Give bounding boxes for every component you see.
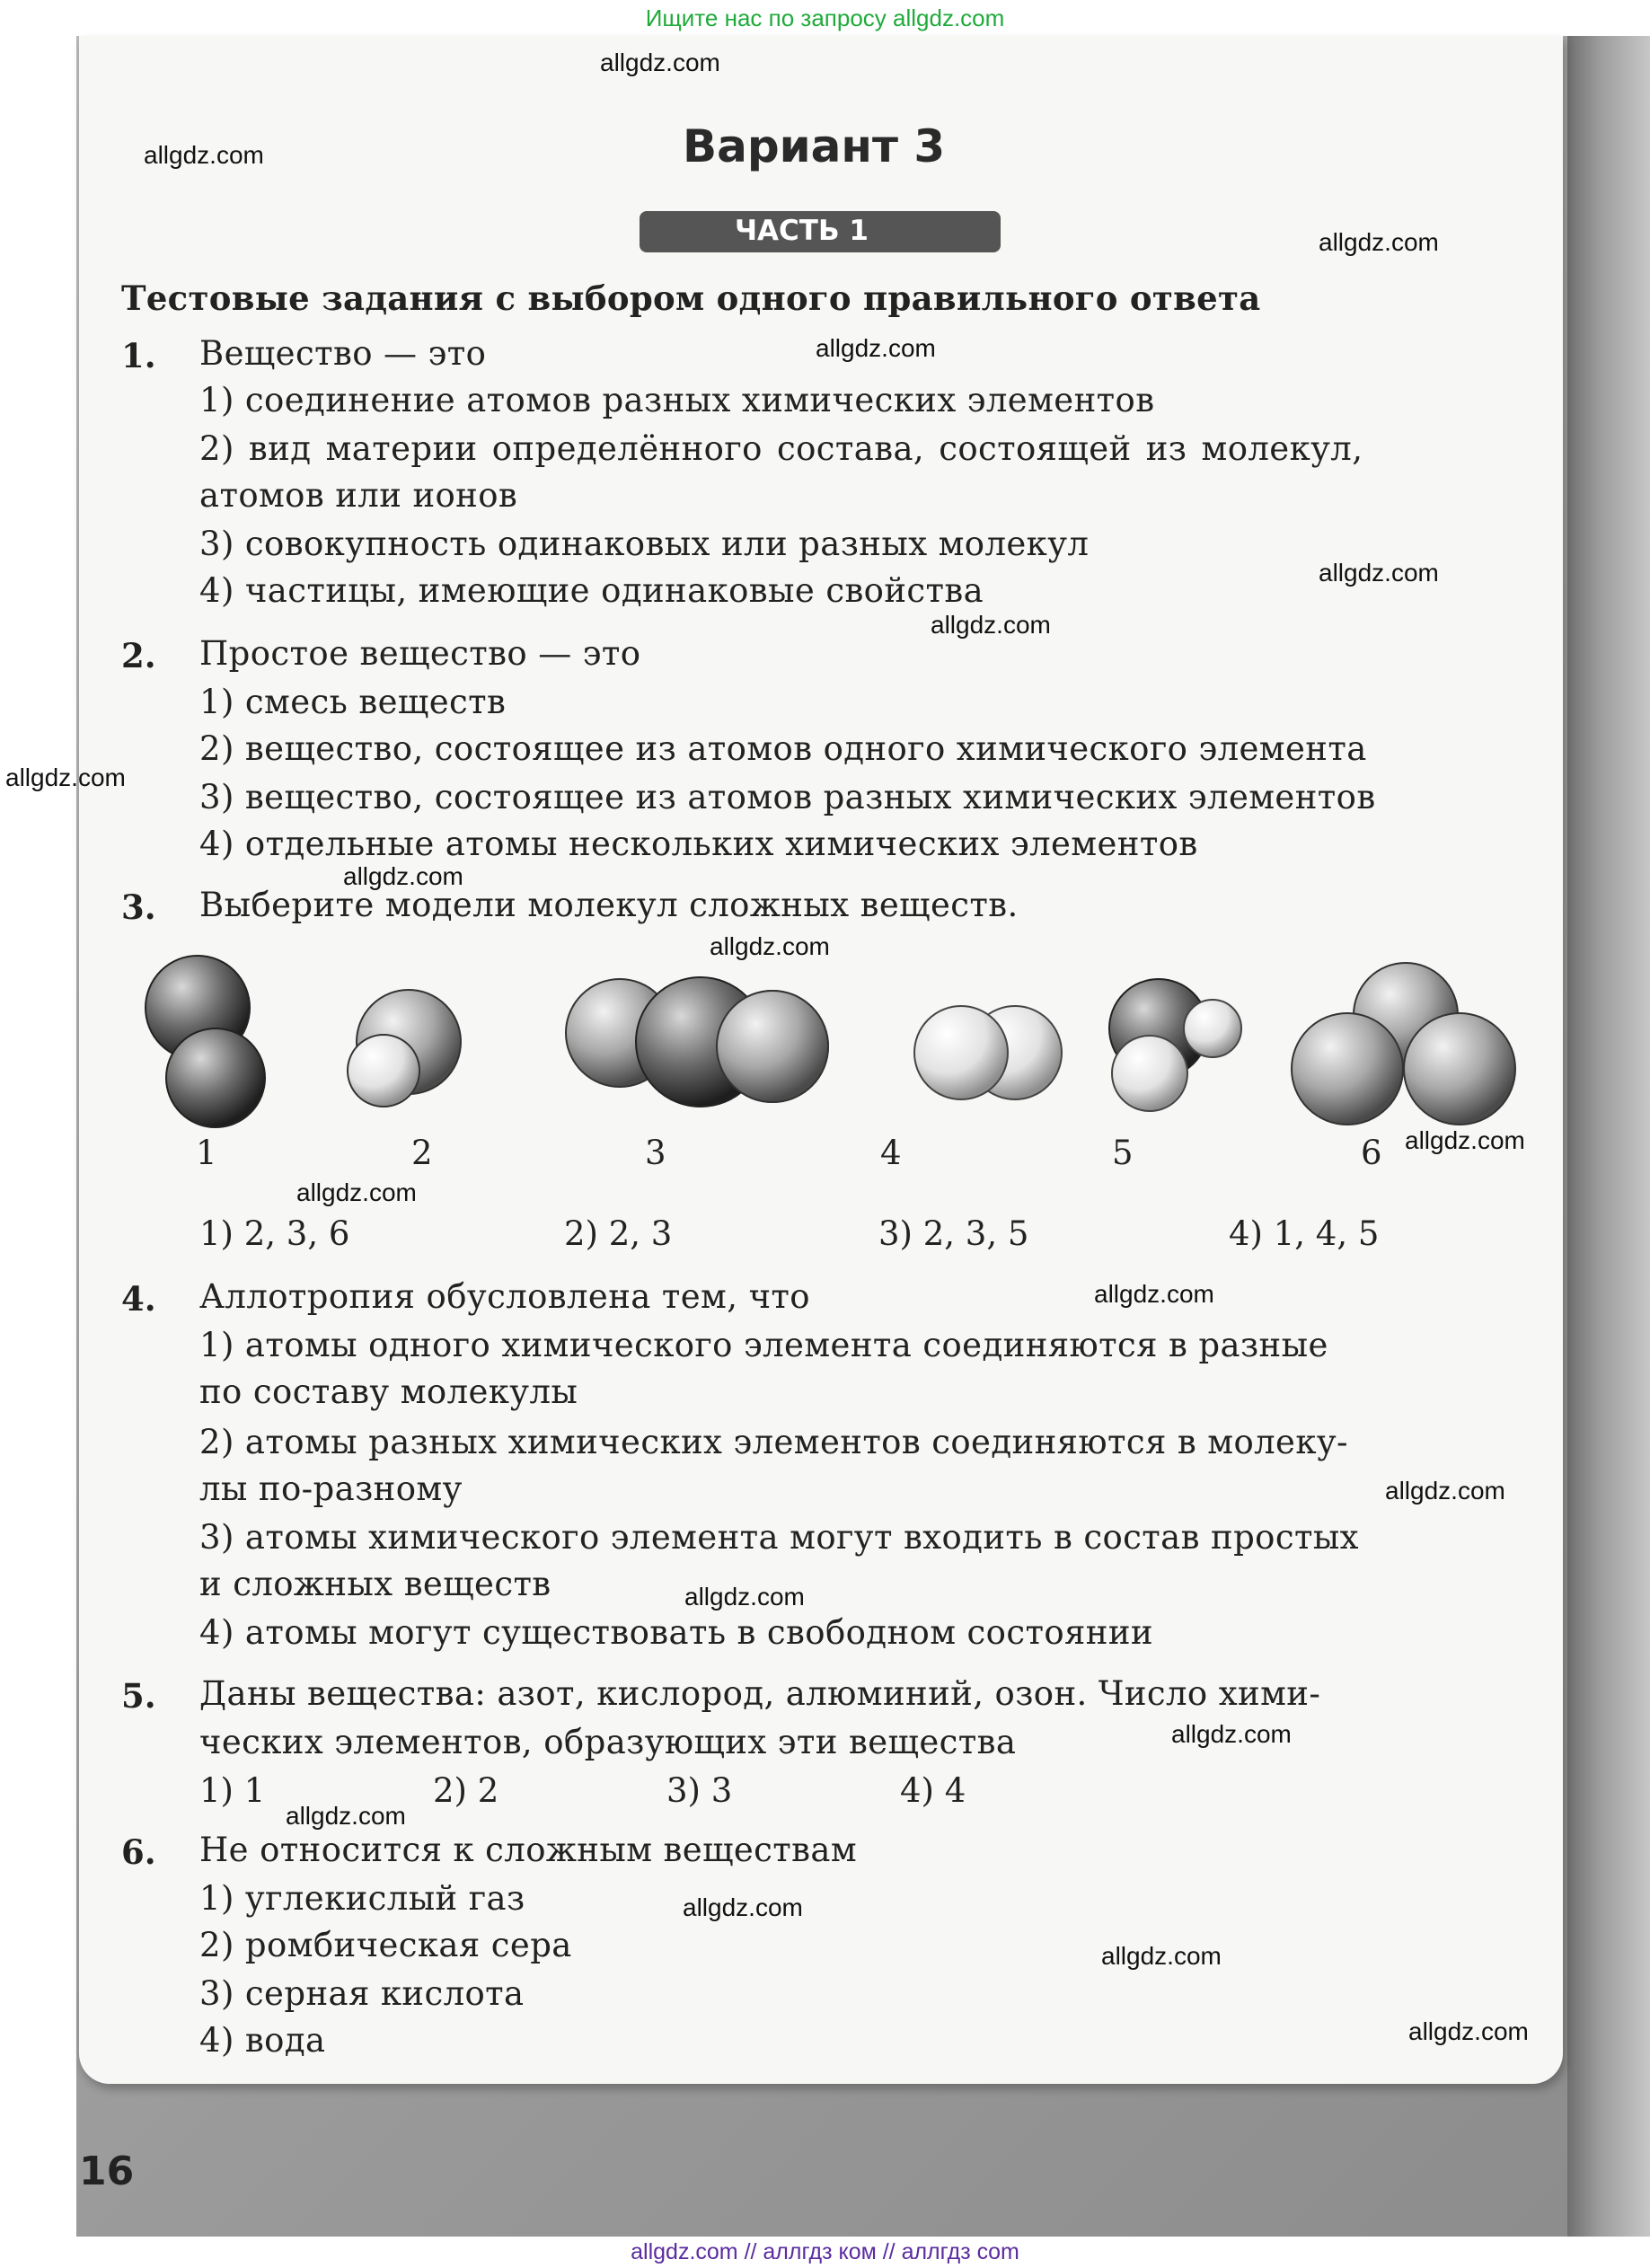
page-edge [1567, 36, 1650, 2237]
option: 4) атомы могут существовать в свободном состоянии [199, 1613, 1153, 1652]
watermark: allgdz.com [1094, 1280, 1214, 1308]
question-text: Не относится к сложным веществам [199, 1831, 858, 1869]
question-number: 2. [121, 636, 156, 675]
molecule-3 [566, 977, 828, 1107]
option: 2) вид материи определённого состава, состоящей из молекул, [199, 429, 1363, 468]
option: 3) атомы химического элемента могут входить в состав простых [199, 1518, 1359, 1557]
watermark: allgdz.com [343, 862, 463, 890]
watermark: allgdz.com [286, 1802, 406, 1830]
part-label: ЧАСТЬ 1 [735, 215, 869, 247]
section-title: Тестовые задания с выбором одного правильного ответа [121, 278, 1261, 318]
watermark: allgdz.com [5, 763, 126, 791]
option: 3) 2, 3, 5 [878, 1214, 1029, 1253]
question-text: Аллотропия обусловлена тем, что [199, 1277, 810, 1316]
option: 4) частицы, имеющие одинаковые свойства [199, 571, 984, 610]
option: 3) 3 [666, 1771, 733, 1810]
option: 4) отдельные атомы нескольких химических элементов [199, 825, 1198, 863]
molecule-label: 4 [880, 1134, 902, 1172]
molecule-2 [348, 990, 461, 1107]
option: 3) серная кислота [199, 1974, 525, 2013]
option: 4) 1, 4, 5 [1229, 1214, 1380, 1253]
option: 1) углекислый газ [199, 1879, 525, 1918]
question-number: 6. [121, 1832, 156, 1872]
molecule-label: 5 [1112, 1134, 1134, 1172]
option: 3) вещество, состоящее из атомов разных химических элементов [199, 778, 1376, 816]
watermark: allgdz.com [600, 49, 720, 76]
question-number: 4. [121, 1279, 156, 1319]
question-number: 3. [121, 887, 156, 927]
molecule-4 [914, 1006, 1062, 1099]
watermark: allgdz.com [1319, 559, 1439, 587]
molecule-models [108, 952, 1545, 1150]
top-banner[interactable]: Ищите нас по запросу allgdz.com [645, 4, 1005, 31]
watermark: allgdz.com [1408, 2017, 1529, 2045]
watermark: allgdz.com [1101, 1942, 1222, 1970]
option: 3) совокупность одинаковых или разных молекул [199, 525, 1090, 563]
option: 1) атомы одного химического элемента соединяются в разные [199, 1326, 1328, 1364]
watermark: allgdz.com [684, 1583, 805, 1611]
question-text: Выберите модели молекул сложных веществ. [199, 886, 1019, 924]
option-continuation: и сложных веществ [199, 1565, 551, 1603]
watermark: allgdz.com [816, 334, 936, 362]
molecule-label: 1 [196, 1134, 217, 1172]
molecule-1 [146, 956, 265, 1127]
option: 1) 1 [199, 1771, 266, 1810]
option: 2) атомы разных химических элементов соединяются в молеку- [199, 1423, 1348, 1461]
molecule-6 [1292, 963, 1515, 1125]
option: 1) соединение атомов разных химических элементов [199, 381, 1155, 419]
page-number: 16 [79, 2149, 135, 2194]
option-continuation: атомов или ионов [199, 476, 518, 515]
question-text-continuation: ческих элементов, образующих эти вещества [199, 1723, 1017, 1761]
watermark: allgdz.com [683, 1893, 803, 1921]
watermark: allgdz.com [931, 611, 1051, 639]
watermark: allgdz.com [144, 141, 264, 169]
option: 1) 2, 3, 6 [199, 1214, 350, 1253]
watermark: allgdz.com [1405, 1126, 1525, 1154]
bottom-banner[interactable]: allgdz.com // аллгдз ком // аллгдз com [0, 2237, 1650, 2268]
option: 2) 2 [433, 1771, 499, 1810]
watermark: allgdz.com [1319, 228, 1439, 256]
molecule-5 [1109, 979, 1241, 1111]
question-number: 5. [121, 1676, 156, 1716]
molecule-label: 6 [1361, 1134, 1382, 1172]
variant-title: Вариант 3 [683, 120, 946, 172]
option: 1) смесь веществ [199, 683, 507, 721]
molecule-label: 2 [411, 1134, 433, 1172]
option: 4) 4 [900, 1771, 966, 1810]
watermark: allgdz.com [1385, 1477, 1505, 1505]
question-text: Даны вещества: азот, кислород, алюминий, озон. Число хими- [199, 1674, 1321, 1713]
watermark: allgdz.com [296, 1178, 417, 1206]
watermark: allgdz.com [710, 932, 830, 960]
question-number: 1. [121, 336, 156, 375]
question-text: Вещество — это [199, 334, 487, 373]
option: 2) ромбическая сера [199, 1926, 572, 1964]
watermark: allgdz.com [1171, 1720, 1292, 1748]
question-text: Простое вещество — это [199, 634, 641, 673]
molecule-label: 3 [645, 1134, 666, 1172]
option-continuation: лы по-разному [199, 1469, 463, 1508]
option: 2) 2, 3 [564, 1214, 673, 1253]
option: 2) вещество, состоящее из атомов одного химического элемента [199, 729, 1367, 768]
option: 4) вода [199, 2021, 326, 2060]
option-continuation: по составу молекулы [199, 1372, 578, 1411]
